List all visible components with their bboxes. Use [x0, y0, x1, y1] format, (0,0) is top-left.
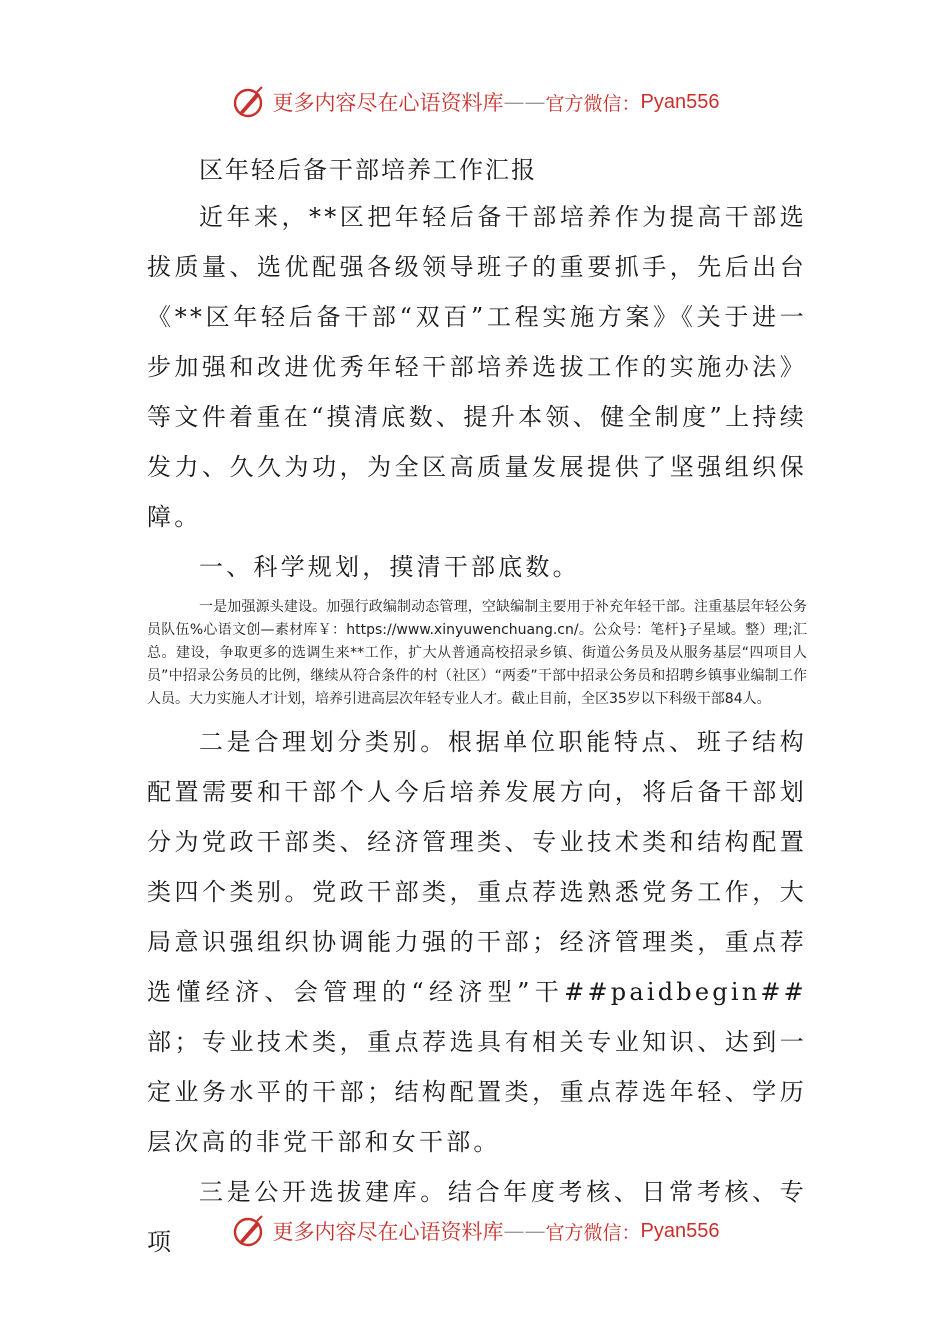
paragraph-selection: 三是公开选拔建库。结合年度考核、日常考核、专项: [147, 1178, 807, 1256]
banner-separator: ——: [503, 90, 546, 114]
footer-watermark-banner: [0, 1211, 950, 1251]
header-watermark-banner: [0, 82, 950, 122]
paragraph-source-building: 一是加强源头建设。加强行政编制动态管理，空缺编制主要用于补充年轻干部。注重基层年轻公务员队伍%心语文创—素材库￥：https://www.xinyuwenchuang.cn/。公众号：笔杆}子星域。整）理;汇总。建设，争取更多的选调生来**工作，扩大从普通高校招录乡镇、街道公务员及从服务基层“四项目人员”中招录公务员的比例，继续从符合条件的村（社区）“两委”干部中招录公务员和招聘乡镇事业编制工作人员。大力实施人才计划，培养引进高层次年轻专业人才。截止目前，全区35岁以下科级干部84人。: [147, 599, 807, 707]
pen-logo-icon: [231, 1213, 267, 1249]
document-body: [147, 148, 807, 1267]
paragraph-classification: 二是合理划分类别。根据单位职能特点、班子结构配置需要和干部个人今后培养发展方向，将后备干部划分为党政干部类、经济管理类、专业技术类和结构配置类四个类别。党政干部类，重点荐选熟悉党务工作，大局意识强组织协调能力强的干部；经济管理类，重点荐选懂经济、会管理的“经济型”干##paidbegin##部；专业技术类，重点荐选具有相关专业知识、达到一定业务水平的干部；结构配置类，重点荐选年轻、学历层次高的非党干部和女干部。: [147, 728, 807, 1156]
banner-separator: ——: [503, 1219, 546, 1243]
document-title: 区年轻后备干部培养工作汇报: [199, 156, 537, 184]
intro-paragraph: 近年来，**区把年轻后备干部培养作为提高干部选拔质量、选优配强各级领导班子的重要抓手，先后出台《**区年轻后备干部“双百”工程实施方案》《关于进一步加强和改进优秀年轻干部培养选拔工作的实施办法》等文件着重在“摸清底数、提升本领、健全制度”上持续发力、久久为功，为全区高质量发展提供了坚强组织保障。: [147, 203, 807, 531]
banner-wechat-label: 官方微信：: [545, 92, 641, 115]
section-heading: 一、科学规划，摸清干部底数。: [199, 553, 580, 581]
banner-wechat-label: 官方微信：: [545, 1221, 641, 1244]
pen-logo-icon: [231, 84, 267, 120]
banner-account: Pyan556: [640, 1219, 720, 1242]
banner-account: Pyan556: [640, 90, 720, 113]
banner-text: 更多内容尽在心语资料库: [272, 1220, 504, 1244]
banner-text: 更多内容尽在心语资料库: [272, 91, 504, 115]
